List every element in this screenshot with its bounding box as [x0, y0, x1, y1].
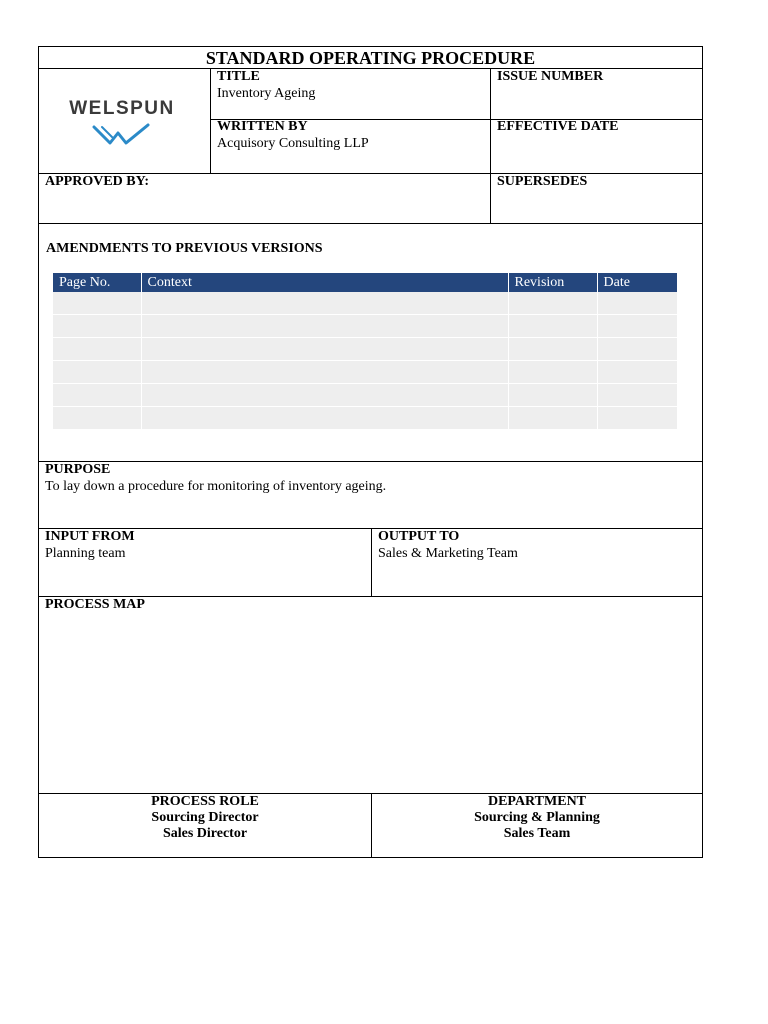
approval-row [39, 174, 702, 224]
department-cell [371, 794, 702, 857]
written-by-value: Acquisory Consulting LLP [217, 136, 369, 151]
table-cell [508, 292, 597, 315]
header-info-block [39, 69, 702, 174]
title-written-cell [210, 69, 490, 173]
table-cell [141, 407, 508, 430]
col-revision: Revision [508, 273, 597, 292]
process-map-section [39, 597, 702, 794]
col-context: Context [141, 273, 508, 292]
table-cell [53, 338, 141, 361]
table-row [53, 338, 677, 361]
purpose-text: To lay down a procedure for monitoring of inventory ageing. [45, 479, 387, 494]
table-row [53, 407, 677, 430]
table-cell [53, 407, 141, 430]
table-cell [508, 384, 597, 407]
table-cell [53, 292, 141, 315]
input-from-label: INPUT FROM [45, 529, 135, 544]
supersedes-cell [490, 174, 702, 223]
written-by-field [211, 119, 490, 152]
amendments-body [53, 292, 677, 430]
table-cell [597, 407, 677, 430]
supersedes-label: SUPERSEDES [497, 174, 588, 189]
amendments-section [39, 224, 702, 462]
purpose-label: PURPOSE [45, 462, 111, 477]
input-from-text: Planning team [45, 546, 126, 561]
title-value: Inventory Ageing [217, 86, 316, 101]
table-cell [141, 292, 508, 315]
process-map-label: PROCESS MAP [45, 597, 145, 612]
table-cell [508, 407, 597, 430]
department-label: DEPARTMENT [487, 794, 587, 809]
table-cell [508, 338, 597, 361]
table-cell [141, 384, 508, 407]
table-cell [597, 361, 677, 384]
amendments-heading: AMENDMENTS TO PREVIOUS VERSIONS [46, 241, 323, 256]
process-role-label: PROCESS ROLE [151, 794, 259, 809]
approved-by-cell [39, 174, 490, 223]
issue-effective-cell [490, 69, 702, 173]
written-by-label: WRITTEN BY [217, 119, 308, 134]
process-role-item: Sales Director [162, 826, 248, 841]
table-row [53, 315, 677, 338]
title-field [211, 69, 490, 120]
logo-cell [39, 69, 210, 173]
table-cell [508, 315, 597, 338]
table-cell [597, 292, 677, 315]
table-row [53, 384, 677, 407]
output-to-text: Sales & Marketing Team [378, 546, 518, 561]
output-to-label: OUTPUT TO [378, 529, 460, 544]
input-output-row [39, 529, 702, 597]
table-cell [53, 361, 141, 384]
table-cell [53, 384, 141, 407]
approved-by-label: APPROVED BY: [45, 174, 150, 189]
table-row [53, 361, 677, 384]
title-label: TITLE [217, 69, 260, 84]
issue-number-label: ISSUE NUMBER [497, 69, 604, 84]
table-cell [597, 338, 677, 361]
logo-wordmark: WELSPUN [69, 98, 175, 119]
amendments-header-row [53, 273, 677, 292]
document-title: STANDARD OPERATING PROCEDURE [39, 47, 702, 69]
welspun-w-icon [92, 123, 152, 147]
table-cell [141, 315, 508, 338]
sop-document [38, 46, 703, 858]
effective-date-field [491, 119, 702, 135]
table-cell [141, 361, 508, 384]
department-item: Sourcing & Planning [474, 810, 600, 825]
issue-number-field [491, 69, 702, 120]
table-cell [597, 384, 677, 407]
table-cell [597, 315, 677, 338]
col-page-no: Page No. [53, 273, 141, 292]
effective-date-label: EFFECTIVE DATE [497, 119, 619, 134]
table-cell [53, 315, 141, 338]
amendments-table [53, 273, 678, 430]
process-role-item: Sourcing Director [151, 810, 259, 825]
company-logo [67, 99, 177, 147]
purpose-section [39, 462, 702, 529]
roles-row [39, 794, 702, 857]
table-row [53, 292, 677, 315]
table-cell [141, 338, 508, 361]
department-item: Sales Team [503, 826, 571, 841]
output-to-cell [371, 529, 702, 596]
table-cell [508, 361, 597, 384]
process-role-cell [39, 794, 371, 857]
col-date: Date [597, 273, 677, 292]
input-from-cell [39, 529, 371, 596]
